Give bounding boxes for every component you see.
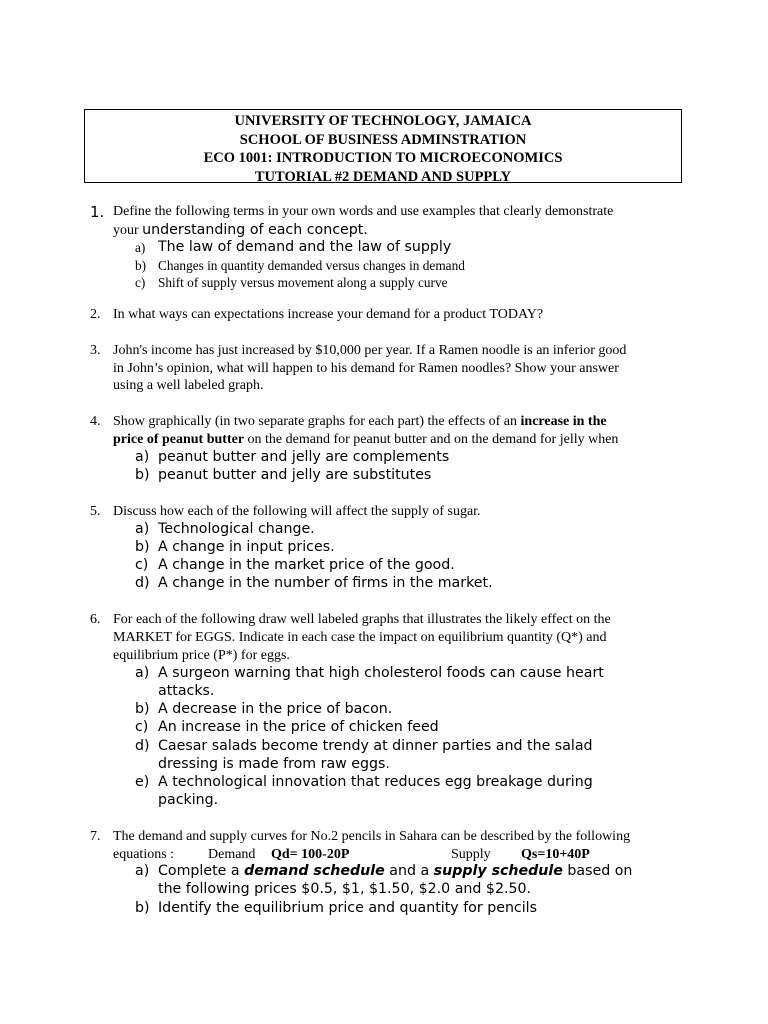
item-text: A decrease in the price of bacon. [158,701,393,717]
item-text: A surgeon warning that high cholesterol foods can cause heart [158,665,604,681]
item-text: Identify the equilibrium price and quantity for pencils [158,900,538,916]
item-text: dressing is made from raw eggs. [158,756,390,772]
item-text: A technological innovation that reduces egg breakage during [158,774,593,790]
item-label: b) [135,258,147,273]
question-text: For each of the following draw well labeled graphs that illustrates the likely effect on the [113,612,611,627]
question-text: Show graphically (in two separate graphs for each part) the effects of an increase in the [113,414,607,429]
question-text: The demand and supply curves for No.2 pencils in Sahara can be described by the following [113,829,631,844]
item-text: the following prices $0.5, $1, $1.50, $2.0 and $2.50. [158,881,532,897]
item-text: packing. [158,792,219,808]
item-label: b) [135,539,150,555]
question-text: John's income has just increased by $10,000 per year. If a Ramen noodle is an inferior good [113,343,627,358]
question-text: your understanding of each concept. [113,222,368,238]
item-text: peanut butter and jelly are complements [158,449,450,465]
item-label: b) [135,701,150,717]
item-label: a) [135,863,150,879]
item-label: b) [135,467,150,483]
item-label: e) [135,774,150,790]
item-label: a) [135,521,150,537]
item-text: Caesar salads become trendy at dinner parties and the salad [158,738,593,754]
item-label: c) [135,557,149,573]
question-number: 6. [90,612,101,627]
question-number: 3. [90,343,101,358]
question-number: 1. [90,203,105,221]
school-name: SCHOOL OF BUSINESS ADMINSTRATION [239,131,527,148]
item-label: a) [135,449,150,465]
item-label: d) [135,738,150,754]
item-text: Changes in quantity demanded versus changes in demand [158,258,465,273]
item-text: The law of demand and the law of supply [158,239,452,255]
item-text: Shift of supply versus movement along a supply curve [158,275,448,290]
course-title: ECO 1001: INTRODUCTION TO MICROECONOMICS [203,150,563,166]
supply-label: Supply [451,847,491,862]
demand-label: Demand [208,847,256,862]
item-text: A change in the market price of the good. [158,557,455,573]
question-text: Discuss how each of the following will affect the supply of sugar. [113,504,481,519]
question-text: MARKET for EGGS. Indicate in each case the impact on equilibrium quantity (Q*) and [113,630,607,645]
item-text: attacks. [158,683,215,699]
question-text: in John’s opinion, what will happen to his demand for Ramen noodles? Show your answer [113,361,619,376]
item-label: c) [135,719,149,735]
demand-equation: Qd= 100-20P [271,847,350,862]
item-label: c) [135,275,146,290]
supply-equation: Qs=10+40P [521,847,590,862]
tutorial-header [84,109,682,183]
question-text: In what ways can expectations increase your demand for a product TODAY? [113,307,544,322]
item-text: Technological change. [158,521,315,537]
item-text: peanut butter and jelly are substitutes [158,467,432,483]
question-number: 5. [90,504,101,519]
item-label: a) [135,240,146,255]
item-label: d) [135,575,150,591]
item-text: A change in the number of firms in the market. [158,575,493,591]
item-label: a) [135,665,150,681]
item-text: A change in input prices. [158,539,335,555]
question-text: Define the following terms in your own words and use examples that clearly demonstrate [113,204,614,219]
question-number: 4. [90,414,101,429]
question-text: using a well labeled graph. [113,378,264,393]
item-label: b) [135,900,150,916]
question-text: price of peanut butter on the demand for peanut butter and on the demand for jelly when [113,432,619,447]
equations-label: equations : [113,847,175,862]
university-name: UNIVERSITY OF TECHNOLOGY, JAMAICA [234,113,532,129]
item-text: Complete a demand schedule and a supply schedule based on [158,863,633,879]
item-text: An increase in the price of chicken feed [158,719,439,735]
question-number: 7. [90,829,101,844]
tutorial-title: TUTORIAL #2 DEMAND AND SUPPLY [254,168,512,185]
question-number: 2. [90,307,101,322]
question-text: equilibrium price (P*) for eggs. [113,648,290,663]
